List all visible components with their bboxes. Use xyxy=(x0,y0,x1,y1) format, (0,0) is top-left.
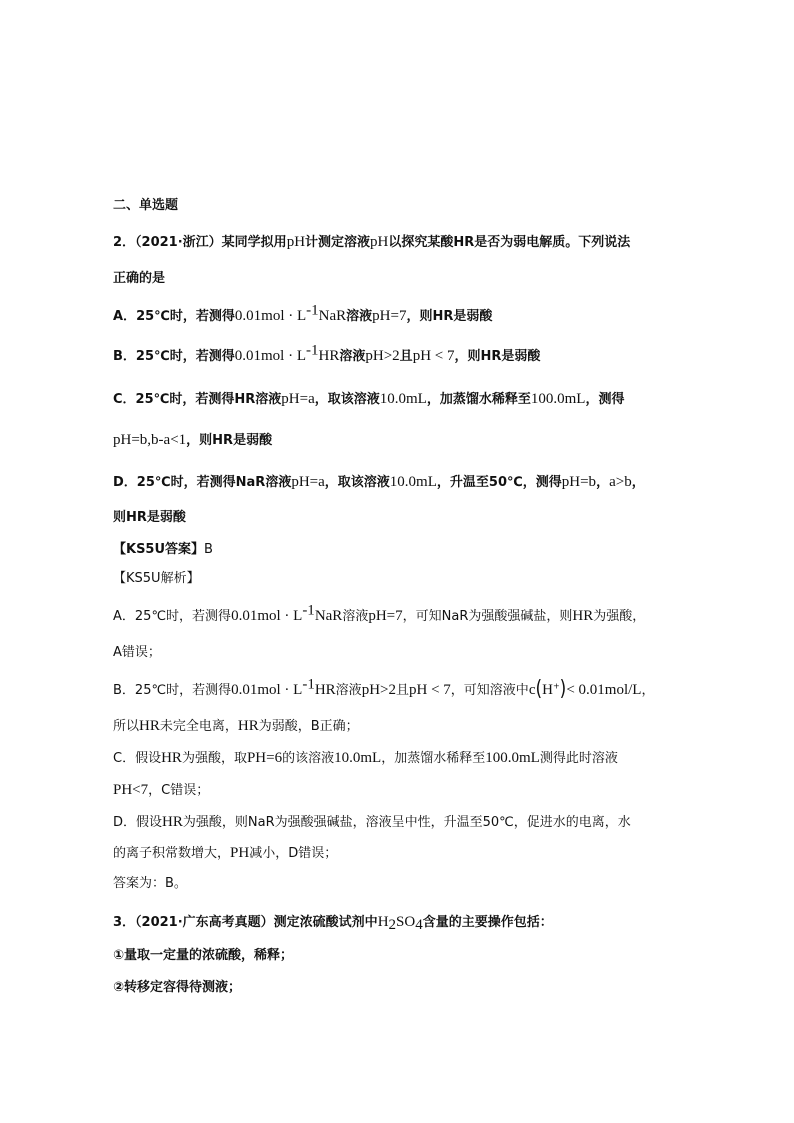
conclusion: 答案为：B。 xyxy=(113,876,187,891)
analysis-c-line2: PH<7，C错误； xyxy=(113,782,210,798)
analysis-b-line2: 所以HR未完全电离，HR为弱酸，B正确； xyxy=(113,718,359,734)
answer-value: B xyxy=(204,542,213,557)
analysis-d: D．假设HR为强酸，则NaR为强酸强碱盐，溶液呈中性，升温至50℃，促进水的电离，水 xyxy=(113,814,631,830)
analysis-d-line2: 的离子积常数增大，PH减小，D错误； xyxy=(113,845,338,861)
option-c: C．25℃时，若测得HR溶液pH=a，取该溶液10.0mL，加蒸馏水稀释至100.0mL，测得 xyxy=(113,391,625,407)
option-a: A．25℃时，若测得$0.01mol \cdot L^{-1}NaR$溶液pH=7，则HR是弱酸 xyxy=(113,302,493,324)
option-d: D．25℃时，若测得NaR溶液pH=a，取该溶液10.0mL，升温至50℃，测得pH=b，a>b， xyxy=(113,474,645,490)
option-c-line2: pH=b,b-a<1，则HR是弱酸 xyxy=(113,432,273,448)
question-3-step-2: ②转移定容得待测液； xyxy=(113,980,242,995)
question-3-step-1: ①量取一定量的浓硫酸，稀释； xyxy=(113,948,294,963)
section-heading: 二、单选题 xyxy=(113,198,179,213)
analysis-c: C．假设HR为强酸，取PH=6的该溶液10.0mL，加蒸馏水稀释至100.0mL测得此时溶液 xyxy=(113,750,618,766)
question-2-stem-line2: 正确的是 xyxy=(113,271,166,286)
question-2-stem: 2．（2021·浙江）某同学拟用pH计测定溶液pH以探究某酸HR是否为弱电解质。下列说法 xyxy=(113,234,631,250)
answer-line xyxy=(113,540,213,560)
analysis-label: 【KS5U解析】 xyxy=(113,571,200,586)
question-3-stem: 3．（2021·广东高考真题）测定浓硫酸试剂中$H_2SO_4$含量的主要操作包括： xyxy=(113,914,553,933)
option-d-line2: 则HR是弱酸 xyxy=(113,510,186,525)
analysis-a-line2: A错误； xyxy=(113,645,161,660)
answer-label: 【KS5U答案】 xyxy=(113,542,205,557)
option-b: B．25℃时，若测得$0.01mol \cdot L^{-1}HR$溶液pH>2且pH < 7，则HR是弱酸 xyxy=(113,342,541,364)
analysis-b: B．25℃时，若测得$0.01mol \cdot L^{-1}HR$溶液pH>2且pH < 7，可知溶液中c(H+)< 0.01mol/L， xyxy=(113,676,655,702)
analysis-a: A．25℃时，若测得$0.01mol \cdot L^{-1}NaR$溶液pH=7，可知NaR为强酸强碱盐，则HR为强酸， xyxy=(113,602,646,624)
